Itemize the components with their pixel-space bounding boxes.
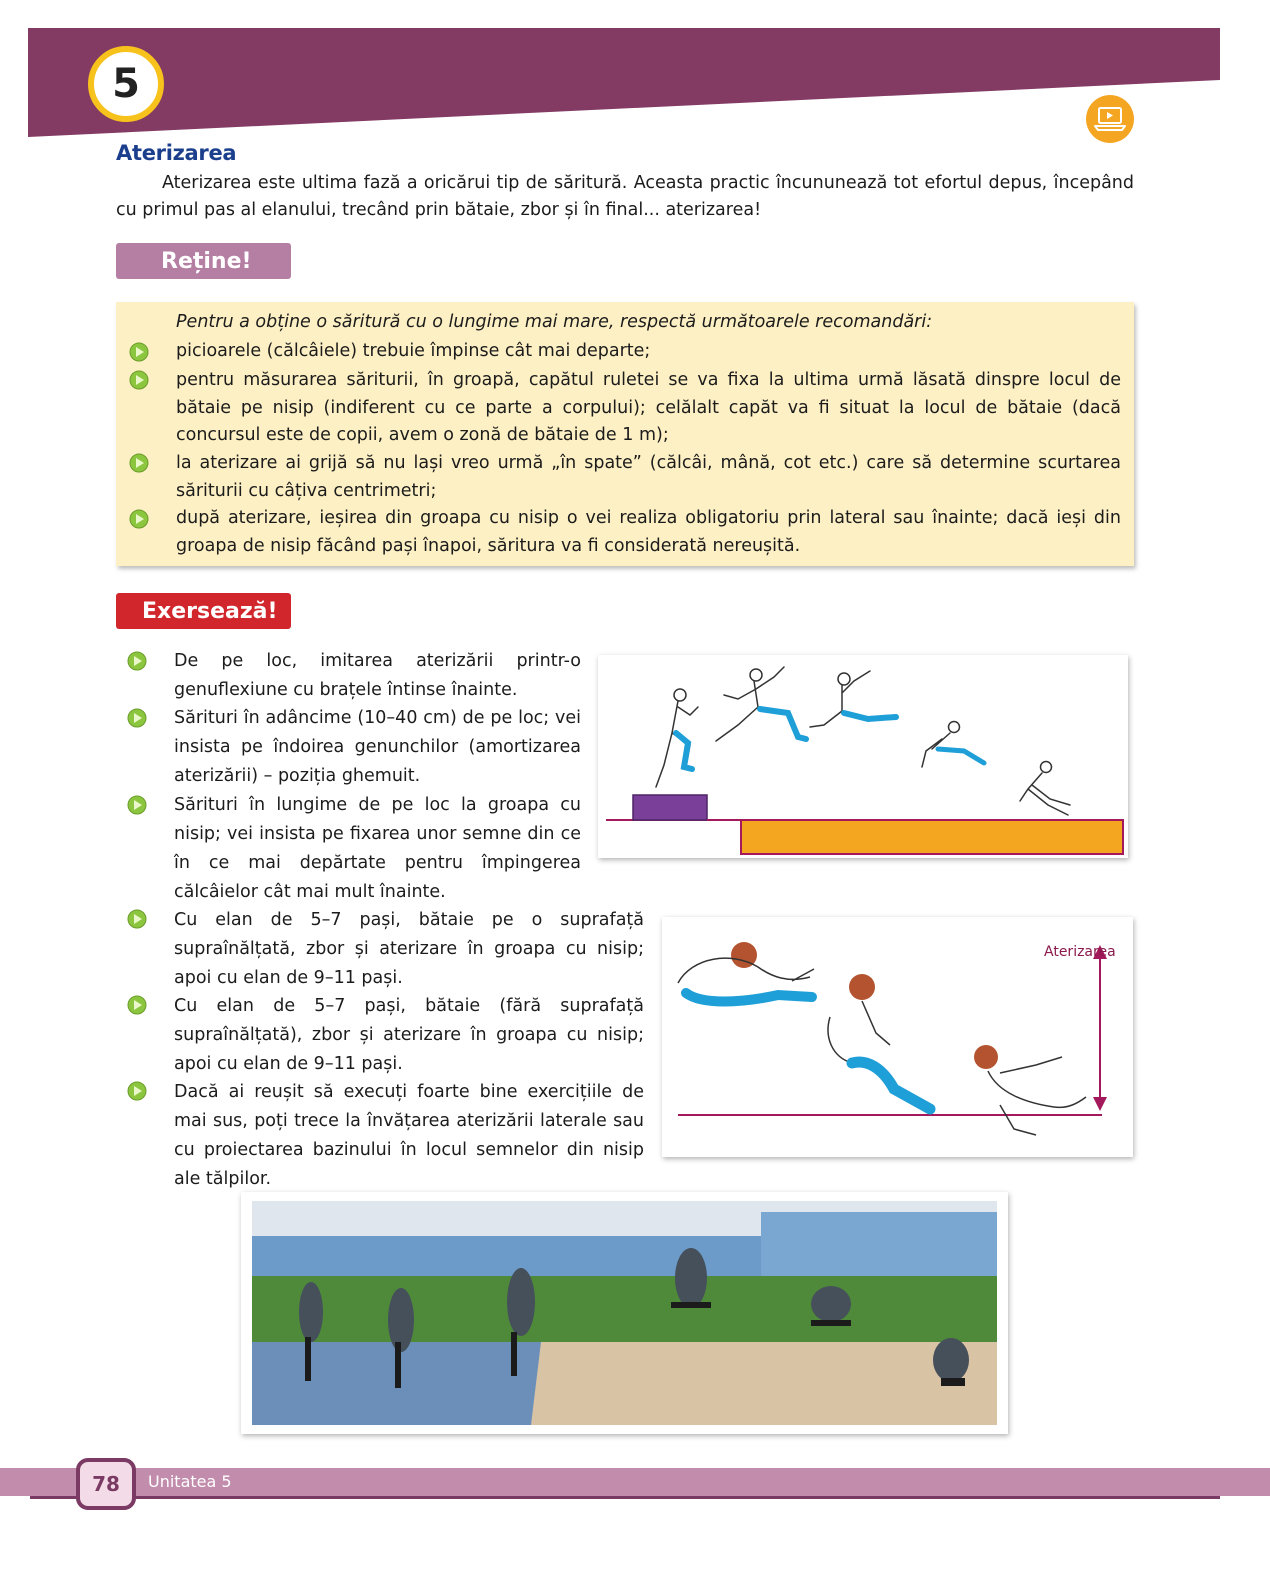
bullet-icon [126, 908, 148, 930]
exercise-item: De pe loc, imitarea aterizării printr-o genuflexiune cu brațele întinse înainte. [174, 651, 581, 700]
long-jump-sequence-photo [241, 1192, 1008, 1434]
bullet-icon [128, 369, 150, 391]
bullet-icon [128, 341, 150, 363]
jump-sequence-illustration [598, 655, 1128, 858]
bullet-icon [126, 1080, 148, 1102]
bullet-icon [128, 508, 150, 530]
exercise-item: Sărituri în adâncime (10–40 cm) de pe loc; vei insista pe îndoirea genunchilor (amortizarea aterizării) – poziția ghemuit. [174, 708, 581, 786]
footer-divider [30, 1496, 1220, 1499]
bullet-icon [126, 794, 148, 816]
bullet-icon [126, 650, 148, 672]
page-number: 78 [76, 1458, 136, 1510]
bullet-icon [126, 994, 148, 1016]
intro-paragraph: Aterizarea este ultima fază a oricărui tip de săritură. Aceasta practic încununează tot efortul depus, începând cu primul pas al elanului, trecând prin bătaie, zbor și în final... aterizarea! [116, 173, 1134, 220]
retine-item: picioarele (călcâiele) trebuie împinse cât mai departe; [176, 341, 651, 361]
header-band [0, 0, 1270, 150]
exercise-item: Cu elan de 5–7 pași, bătaie pe o suprafață supraînălțată, zbor și aterizare în groapa cu nisip; apoi cu elan de 9–11 pași. [174, 910, 644, 988]
exercise-item: Dacă ai reușit să execuți foarte bine exercițiile de mai sus, poți trece la învățarea aterizării laterale sau cu proiectarea bazinului în locul semnelor din nisip ale tălpilor. [174, 1082, 644, 1189]
exercise-item: Sărituri în lungime de pe loc la groapa cu nisip; vei insista pe fixarea unor semne din ce în ce mai depărtate pentru împingerea călcâielor cât mai mult înainte. [174, 795, 581, 902]
footer-unit-label: Unitatea 5 [148, 1472, 232, 1491]
bullet-icon [126, 707, 148, 729]
retine-item: după aterizare, ieșirea din groapa cu nisip o vei realiza obligatoriu prin lateral sau înainte; dacă ieși din groapa de nisip făcând pași înapoi, săritura va fi considerată nereușită. [176, 508, 1121, 556]
aterizarea-arrow-label: Aterizarea [1044, 944, 1116, 960]
laptop-icon[interactable] [1086, 95, 1134, 143]
bullet-icon [128, 452, 150, 474]
retine-item: pentru măsurarea săriturii, în groapă, capătul ruletei se va fixa la ultima urmă lăsată dinspre locul de bătaie pe nisip (indiferent cu ce parte a corpului); celălalt capăt va fi situat la locul de bătaie (dacă concursul este de copii, avem o zonă de bătaie de 1 m); [176, 370, 1121, 445]
retine-intro: Pentru a obține o săritură cu o lungime mai mare, respectă următoarele recomandări: [176, 312, 933, 332]
exercise-item: Cu elan de 5–7 pași, bătaie (fără suprafață supraînălțată), zbor și aterizare în groapa cu nisip; apoi cu elan de 9–11 pași. [174, 996, 644, 1074]
unit-number-badge: 5 [88, 46, 164, 122]
exerseaza-heading: Exersează! [116, 593, 291, 629]
retine-heading: Reține! [116, 243, 291, 279]
section-title: Aterizarea [116, 141, 237, 165]
retine-item: la aterizare ai grijă să nu lași vreo urmă „în spate” (călcâi, mână, cot etc.) care să determine scurtarea săriturii cu câțiva centrimetri; [176, 453, 1121, 501]
